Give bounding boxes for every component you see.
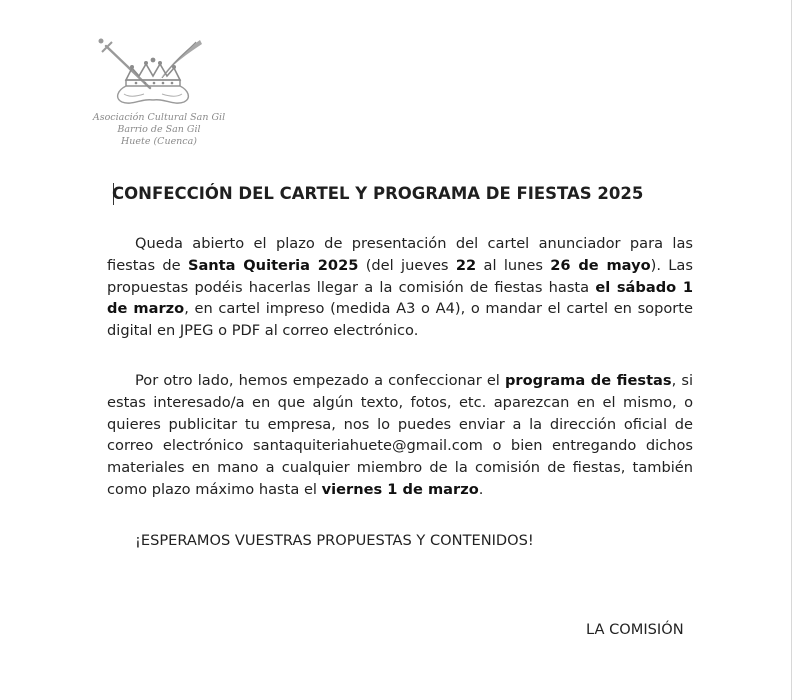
logo-line-association: Asociación Cultural San Gil: [92, 112, 226, 123]
logo-line-town: Huete (Cuenca): [120, 136, 197, 147]
logo-caption: [74, 112, 244, 148]
text-run: Queda abierto el plazo de presentación del cartel anunciador para las fiestas de: [107, 235, 693, 274]
closing-line: ¡ESPERAMOS VUESTRAS PROPUESTAS Y CONTENIDOS!: [135, 532, 534, 549]
bold-run: 26 de mayo: [550, 256, 651, 274]
text-run: Por otro lado, hemos empezado a confeccionar el: [135, 372, 505, 389]
paragraph-cartel: [107, 233, 693, 342]
bold-run: 22: [455, 256, 477, 274]
text-run: ). Las propuestas podéis hacerlas llegar a la comisión de fiestas hasta: [107, 256, 693, 296]
page-edge-line: [791, 0, 792, 700]
signature: LA COMISIÓN: [586, 621, 684, 638]
text-run: (del jueves: [358, 256, 456, 274]
bold-run: Santa Quiteria 2025: [187, 256, 359, 274]
paragraph-programa: [107, 370, 693, 501]
crown-sword-quill-icon: [92, 38, 212, 110]
text-run: al lunes: [476, 256, 551, 274]
text-run: .: [478, 480, 484, 498]
association-logo: [74, 38, 244, 158]
text-run: , si estas interesado/a en que algún texto, fotos, etc. aparezcan en el mismo, o quieres publicitar tu empresa, nos lo puedes enviar a la dirección oficial de correo electrónico santaquiteriahuete@gmail.com o bien entregando dichos materiales en mano a cualquier miembro de la comisión de fiestas, también como plazo máximo hasta el: [107, 372, 693, 498]
bold-run: viernes 1 de marzo: [321, 480, 479, 498]
bold-run: programa de fiestas: [504, 372, 672, 389]
document-title: CONFECCIÓN DEL CARTEL Y PROGRAMA DE FIESTAS 2025: [112, 184, 644, 203]
logo-line-barrio: Barrio de San Gil: [117, 124, 201, 135]
bold-run: el sábado 1 de marzo: [107, 278, 693, 318]
text-run: , en cartel impreso (medida A3 o A4), o mandar el cartel en soporte digital en JPEG o PDF al correo electrónico.: [107, 300, 693, 340]
